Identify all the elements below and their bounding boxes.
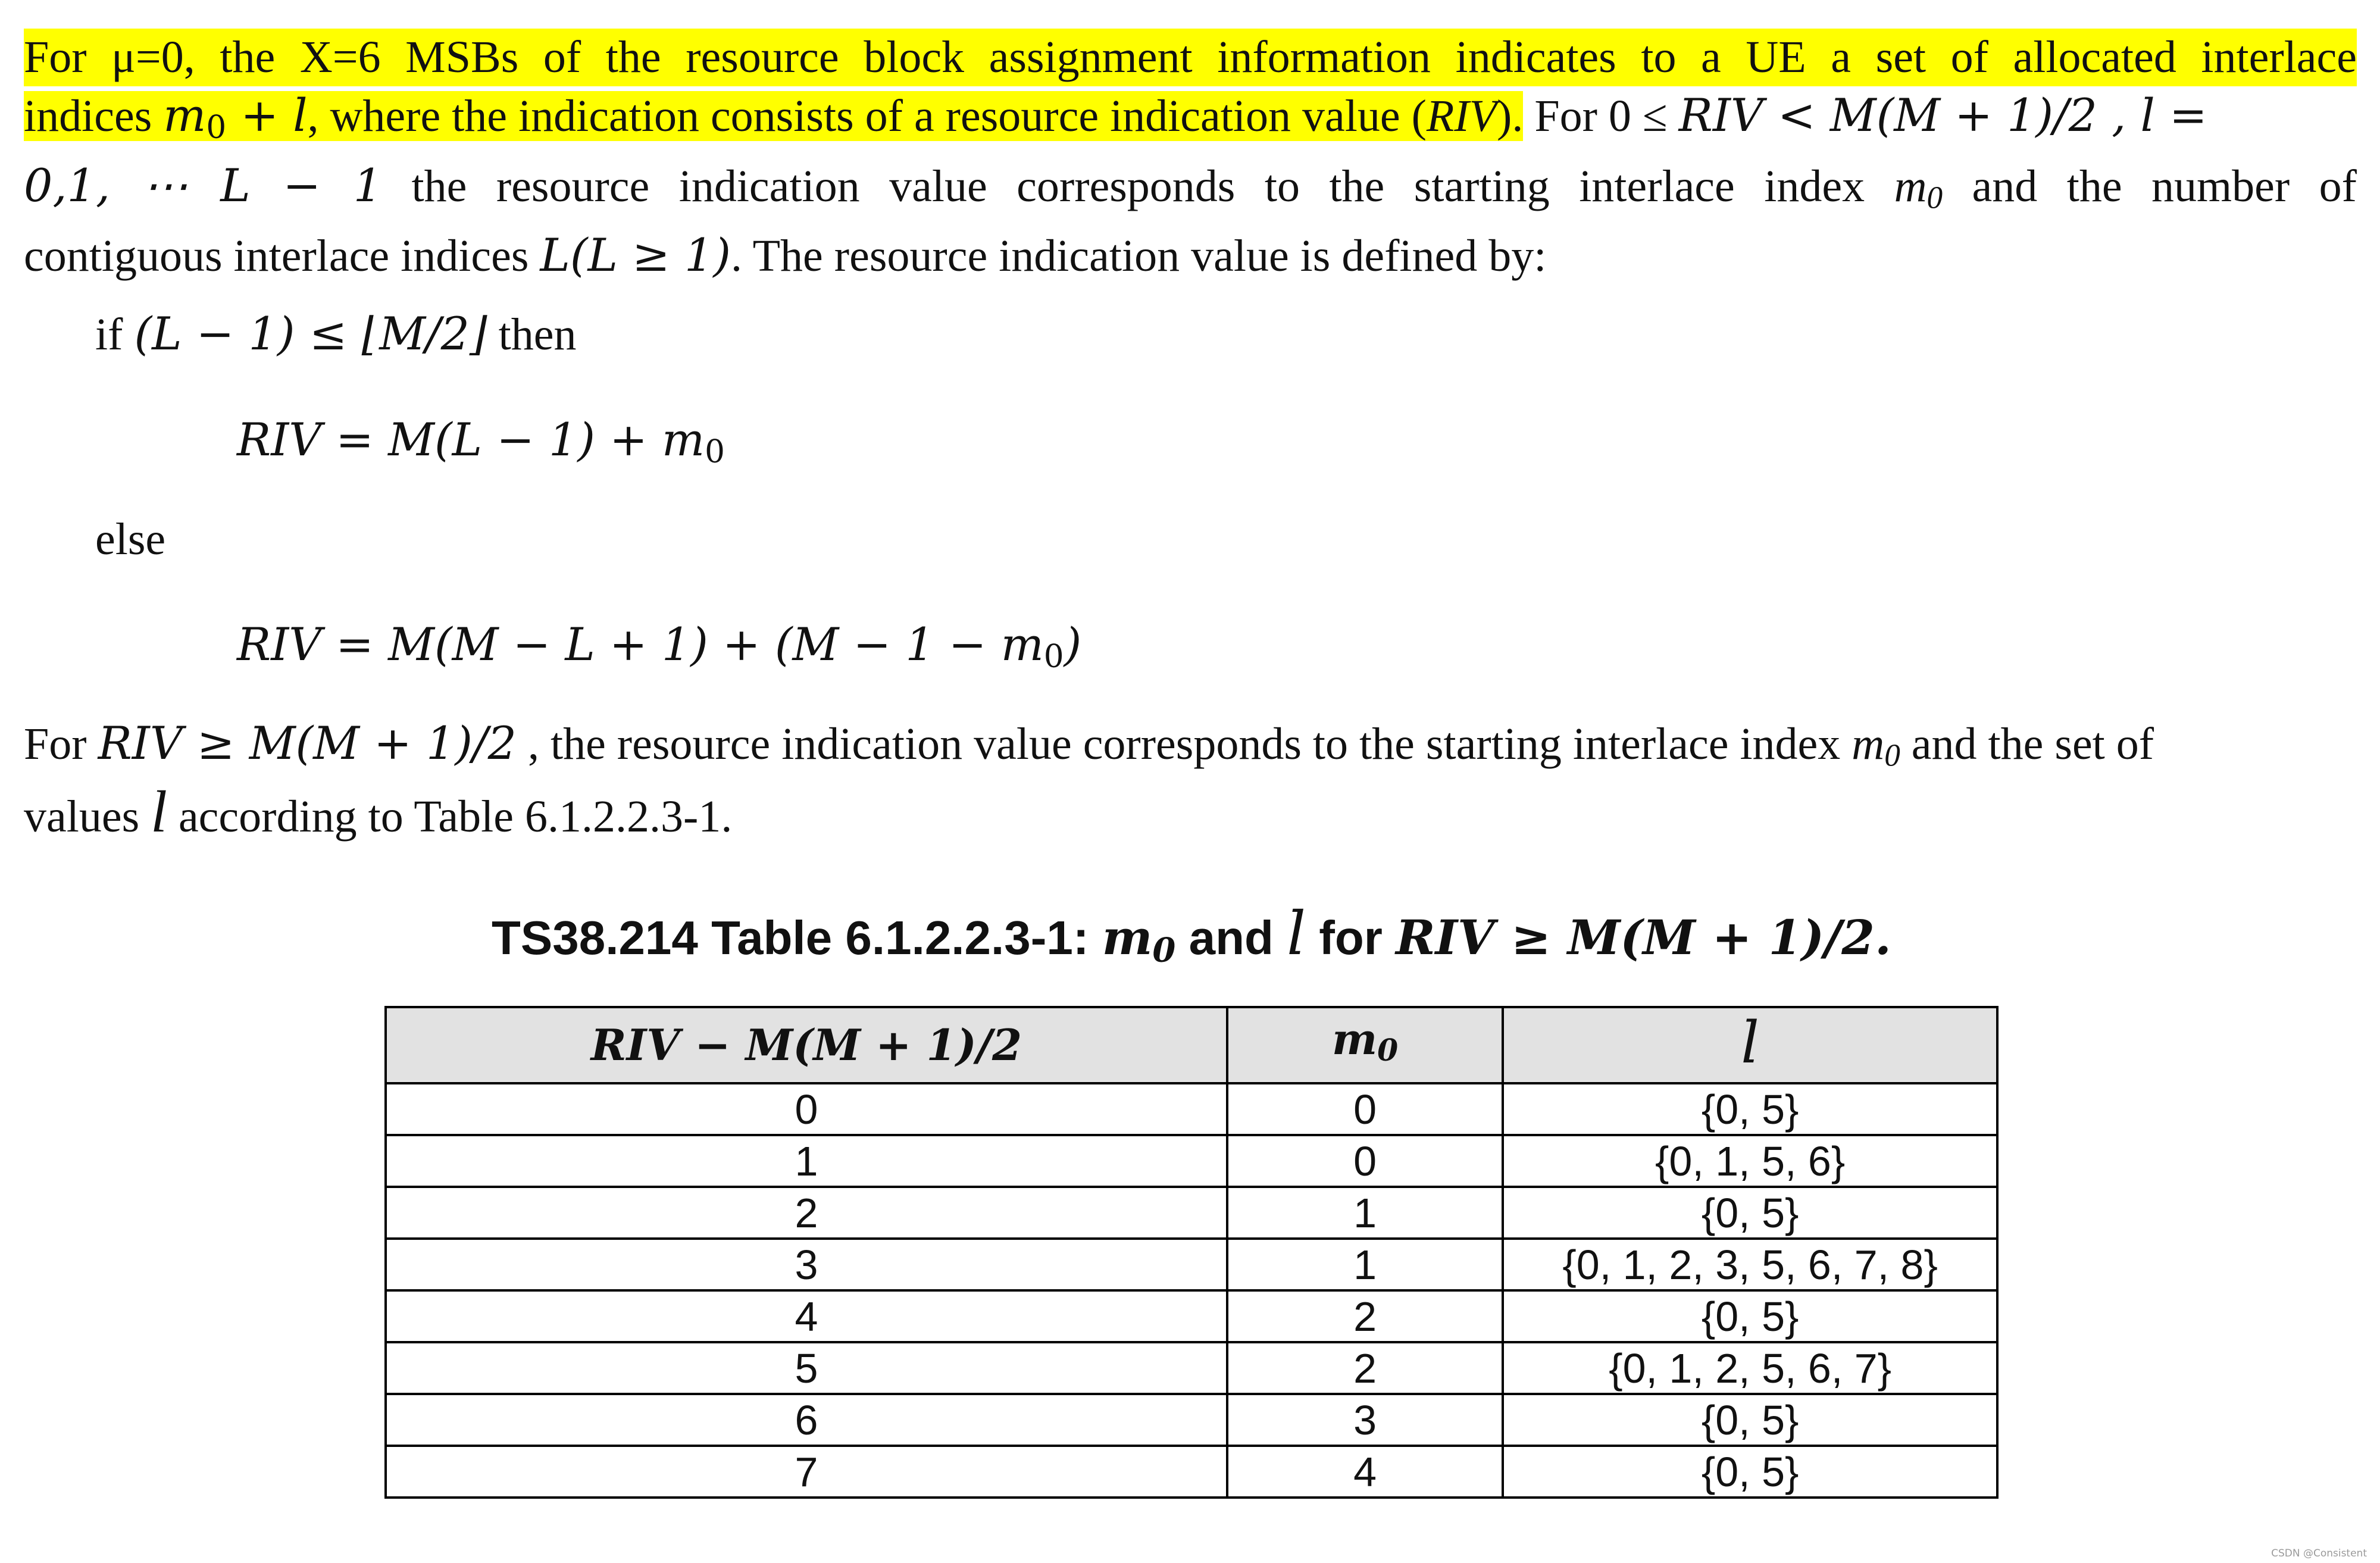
header-riv: RIV − M(M + 1)/2 bbox=[386, 1007, 1227, 1083]
table-row bbox=[386, 1239, 1997, 1290]
riv-table bbox=[384, 1006, 1999, 1499]
cell-l: {0, 1, 2, 5, 6, 7} bbox=[1503, 1342, 1997, 1394]
table-header-row bbox=[386, 1007, 1997, 1083]
cell-riv: 5 bbox=[386, 1342, 1227, 1394]
table-row bbox=[386, 1290, 1997, 1342]
cell-riv: 2 bbox=[386, 1187, 1227, 1239]
cell-riv: 6 bbox=[386, 1394, 1227, 1446]
cell-m0: 4 bbox=[1227, 1446, 1503, 1498]
cell-m0: 0 bbox=[1227, 1083, 1503, 1135]
cell-riv: 3 bbox=[386, 1239, 1227, 1290]
riv-equation-2: RIV = $M(M - L + 1) + (M - 1 - m_0)$ bbox=[237, 618, 1082, 675]
cell-l: {0, 5} bbox=[1503, 1446, 1997, 1498]
table-row bbox=[386, 1187, 1997, 1239]
paragraph-2-line-2: values l according to Table 6.1.2.2.3-1. bbox=[24, 779, 733, 845]
header-m0: m0 bbox=[1227, 1007, 1503, 1083]
table-caption: TS38.214 Table 6.1.2.2.3-1: m0 and l for RIV ≥ M(M + 1)/2. bbox=[492, 899, 1891, 970]
cell-l: {0, 5} bbox=[1503, 1187, 1997, 1239]
paragraph-1 bbox=[24, 29, 2357, 285]
cell-l: {0, 5} bbox=[1503, 1290, 1997, 1342]
cell-m0: 0 bbox=[1227, 1135, 1503, 1187]
cell-l: {0, 5} bbox=[1503, 1394, 1997, 1446]
cell-l: {0, 5} bbox=[1503, 1083, 1997, 1135]
header-l: l bbox=[1503, 1007, 1997, 1083]
table-row bbox=[386, 1446, 1997, 1498]
table-row bbox=[386, 1135, 1997, 1187]
riv-equation-1: RIV = $M(L - 1) + m_0$ bbox=[237, 413, 725, 470]
paragraph-1-line-2: indices $m_0 + l$, where the indication consists of a resource indication value (RIV). For 0 ≤ RIV < M(M + 1)/2 , l = bbox=[24, 89, 2207, 146]
paragraph-2-line-1: For RIV ≥ M(M + 1)/2 , the resource indication value corresponds to the starting interlace index m0 and the set of bbox=[24, 717, 2154, 773]
cell-riv: 4 bbox=[386, 1290, 1227, 1342]
table-row bbox=[386, 1083, 1997, 1135]
paragraph-1-line-1: For μ=0, the X=6 MSBs of the resource block assignment information indicates to a UE a set of allocated interlace bbox=[24, 29, 2357, 86]
cell-riv: 0 bbox=[386, 1083, 1227, 1135]
cell-l: {0, 1, 5, 6} bbox=[1503, 1135, 1997, 1187]
table-row bbox=[386, 1342, 1997, 1394]
paragraph-1-line-3: 0,1, ⋯ L − 1 the resource indication value corresponds to the starting interlace index m0 and the number of bbox=[24, 158, 2357, 215]
table-row bbox=[386, 1394, 1997, 1446]
else-line: else bbox=[95, 514, 166, 564]
cell-l: {0, 1, 2, 3, 5, 6, 7, 8} bbox=[1503, 1239, 1997, 1290]
cell-m0: 3 bbox=[1227, 1394, 1503, 1446]
cell-m0: 2 bbox=[1227, 1290, 1503, 1342]
watermark: CSDN @Consistent bbox=[2271, 1548, 2367, 1559]
cell-m0: 2 bbox=[1227, 1342, 1503, 1394]
cell-riv: 1 bbox=[386, 1135, 1227, 1187]
if-line: if (L − 1) ≤ ⌊M/2⌋ then bbox=[95, 307, 577, 360]
cell-m0: 1 bbox=[1227, 1187, 1503, 1239]
cell-riv: 7 bbox=[386, 1446, 1227, 1498]
paragraph-1-line-4: contiguous interlace indices L(L ≥ 1). The resource indication value is defined by: bbox=[24, 229, 1547, 282]
cell-m0: 1 bbox=[1227, 1239, 1503, 1290]
